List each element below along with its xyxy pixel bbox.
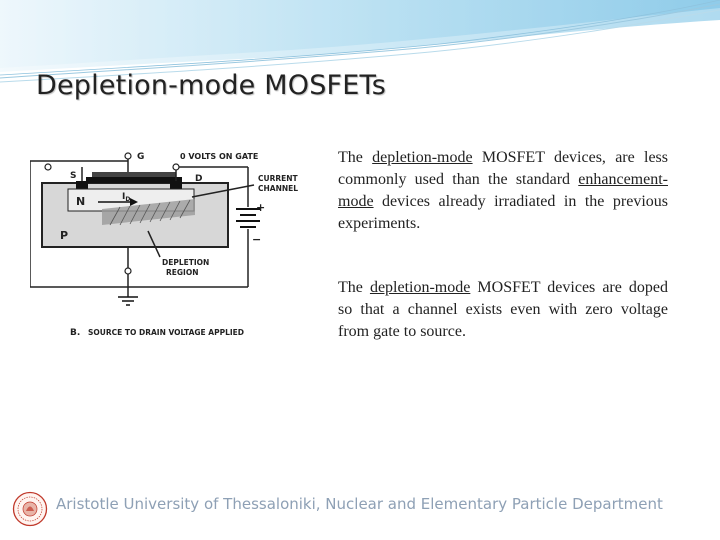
current-channel-label-2: CHANNEL	[258, 184, 299, 193]
paragraph-1: The depletion-mode MOSFET devices, are less commonly used than the standard enhancement-mode devices already irradiated in the previous experiments.	[338, 149, 669, 232]
mosfet-diagram	[30, 145, 302, 340]
id-label: $I_D$	[122, 192, 131, 203]
battery-plus: +	[256, 201, 266, 214]
term-depletion-mode-2: depletion-mode	[369, 279, 471, 296]
paragraph-2: The depletion-mode MOSFET devices are doped so that a channel exists even with zero voltage from gate to source.	[338, 279, 669, 340]
drain-contact	[170, 181, 182, 189]
caption-letter: B.	[70, 328, 81, 338]
gate-electrode	[92, 172, 176, 177]
current-channel-label-1: CURRENT	[258, 174, 298, 183]
gate-label: G	[137, 152, 145, 162]
n-region-label: N	[76, 195, 86, 208]
source-contact	[76, 181, 88, 189]
depletion-label-1: DEPLETION	[162, 258, 210, 267]
footer-institution: Aristotle University of Thessaloniki, Nuclear and Elementary Particle Department	[56, 495, 663, 513]
diagram-caption: SOURCE TO DRAIN VOLTAGE APPLIED	[88, 328, 244, 337]
gate-oxide	[86, 177, 182, 183]
term-enhancement-mode: enhancement-mode	[338, 171, 668, 210]
depletion-label-2: REGION	[166, 268, 199, 277]
drain-label: D	[195, 174, 203, 184]
gate-volts-label: 0 VOLTS ON GATE	[180, 152, 259, 161]
source-label: S	[70, 171, 77, 181]
university-seal-icon	[12, 491, 48, 527]
term-depletion-mode: depletion-mode	[372, 149, 473, 166]
slide-title: Depletion-mode MOSFETs	[36, 70, 387, 101]
battery-minus: −	[252, 233, 262, 246]
p-substrate-label: P	[60, 229, 69, 242]
